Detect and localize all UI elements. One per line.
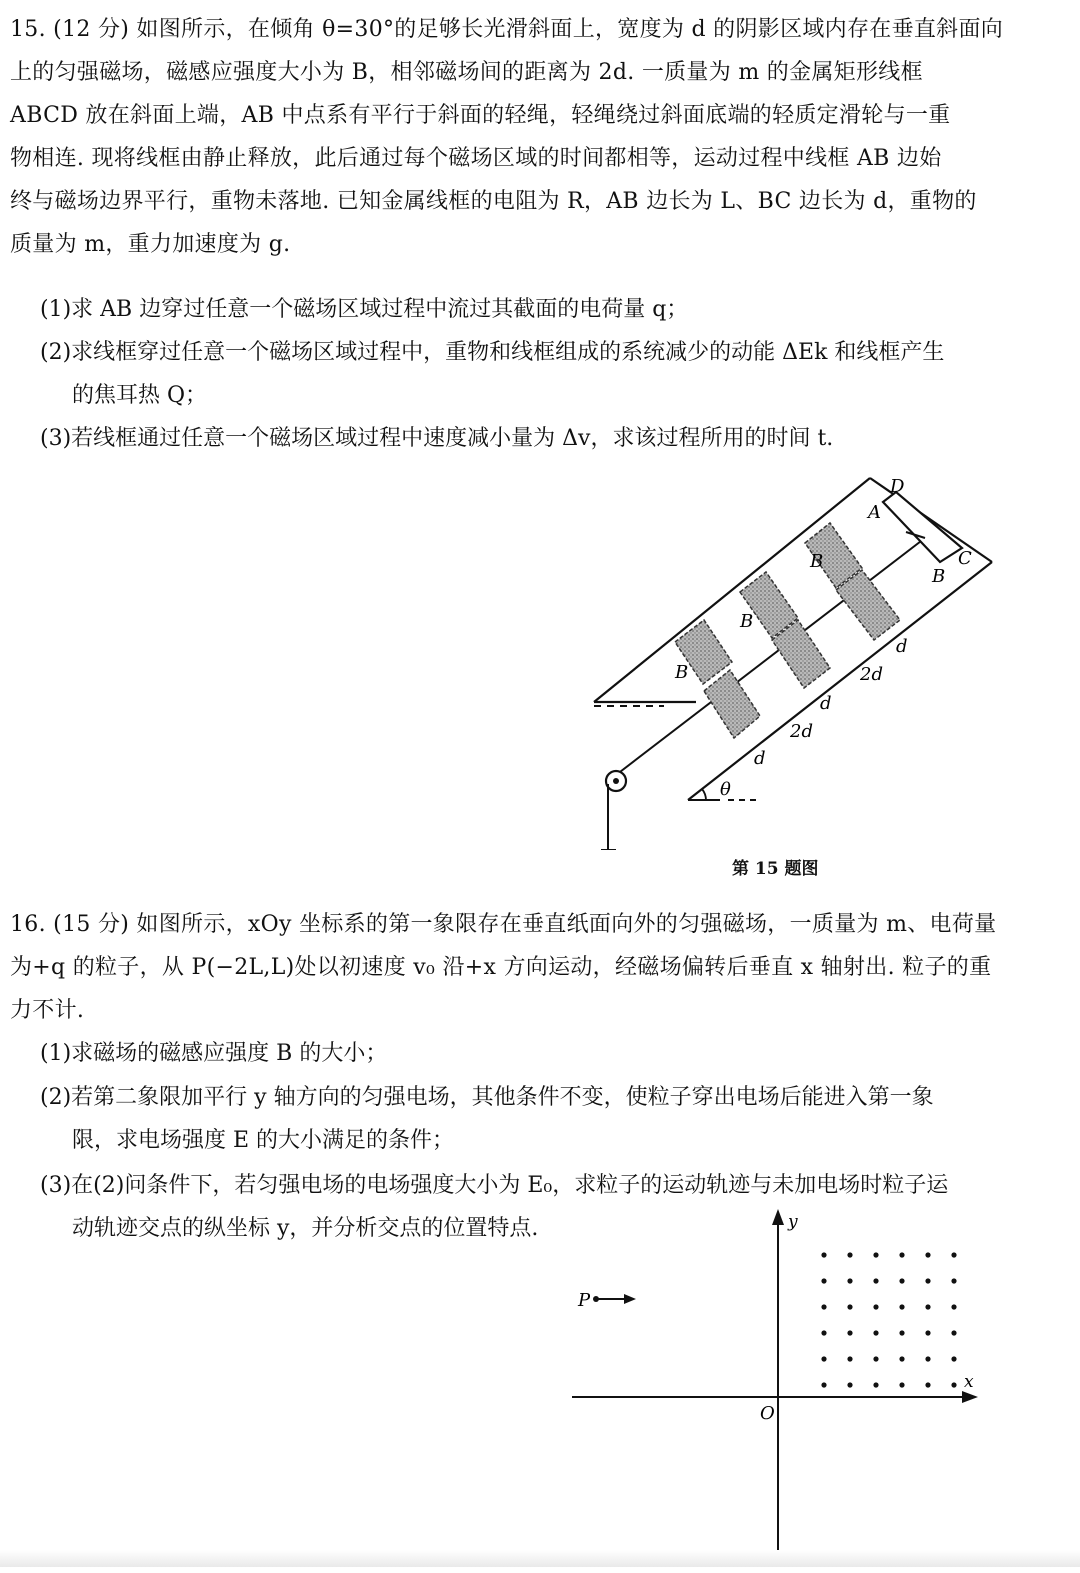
field-dot: [873, 1278, 878, 1283]
width-label-3: d: [896, 636, 908, 657]
q15-subquestion-2: [40, 331, 1030, 417]
field-dots: [821, 1252, 956, 1387]
q15-stem-line-1: 15. (12 分) 如图所示，在倾角 θ=30°的足够长光滑斜面上，宽度为 d 的阴影区域内存在垂直斜面向: [10, 17, 1004, 42]
field-dot: [951, 1278, 956, 1283]
q16-subquestion-2: [40, 1076, 1030, 1162]
field-dot: [821, 1304, 826, 1309]
field-dot: [847, 1356, 852, 1361]
field-dot: [951, 1382, 956, 1387]
label-O: O: [760, 1403, 775, 1424]
field-dot: [821, 1356, 826, 1361]
field-label-3: B: [810, 551, 824, 572]
field-dot: [873, 1304, 878, 1309]
scan-bottom-edge: [0, 1550, 1080, 1567]
q16-subquestion-2-line-1: (2)若第二象限加平行 y 轴方向的匀强电场，其他条件不变，使粒子穿出电场后能进入第一象: [40, 1085, 934, 1110]
gap-label-2: 2d: [860, 664, 883, 685]
q15-figure: [580, 470, 1010, 850]
y-axis-arrow: [772, 1209, 784, 1225]
field-dot: [925, 1330, 930, 1335]
field-dot: [925, 1382, 930, 1387]
field-dot: [899, 1330, 904, 1335]
width-label-1: d: [754, 748, 766, 769]
field-label-1: B: [675, 662, 689, 683]
q15-subquestion-2-line-2: 的焦耳热 Q；: [72, 383, 208, 408]
q16-subquestion-3-line-2: 动轨迹交点的纵坐标 y，并分析交点的位置特点.: [72, 1216, 539, 1241]
q15-stem-line-3: ABCD 放在斜面上端，AB 中点系有平行于斜面的轻绳，轻绳绕过斜面底端的轻质定滑轮与一重: [10, 103, 951, 128]
field-dot: [873, 1382, 878, 1387]
label-A: A: [868, 502, 881, 523]
width-label-2: d: [820, 693, 832, 714]
field-dot: [847, 1278, 852, 1283]
x-axis-arrow: [962, 1391, 978, 1403]
q15-stem-line-5: 终与磁场边界平行，重物未落地. 已知金属线框的电阻为 R，AB 边长为 L、BC 边长为 d，重物的: [10, 189, 977, 214]
q15-stem-line-4: 物相连. 现将线框由静止释放，此后通过每个磁场区域的时间都相等，运动过程中线框 AB 边始: [10, 146, 942, 171]
q15-stem-line-2: 上的匀强磁场，磁感应强度大小为 B，相邻磁场间的距离为 2d. 一质量为 m 的金属矩形线框: [10, 60, 923, 85]
wire-frame-abcd: [883, 492, 962, 562]
field-dot: [899, 1252, 904, 1257]
field-dot: [925, 1252, 930, 1257]
q16-subquestion-3-line-1: (3)在(2)问条件下，若匀强电场的电场强度大小为 E₀，求粒子的运动轨迹与未加电场时粒子运: [40, 1173, 949, 1198]
label-y: y: [788, 1212, 798, 1232]
rope-line: [616, 538, 925, 775]
q16-subquestion-2-line-2: 限，求电场强度 E 的大小满足的条件；: [72, 1128, 455, 1153]
velocity-arrowhead: [624, 1294, 636, 1304]
field-dot: [951, 1304, 956, 1309]
label-C: C: [958, 548, 972, 569]
angle-label: θ: [720, 779, 731, 800]
q15-stem: [10, 8, 1028, 266]
label-x: x: [964, 1372, 974, 1392]
field-dot: [847, 1330, 852, 1335]
field-label-2: B: [740, 611, 754, 632]
field-dot: [821, 1382, 826, 1387]
q15-subquestion-1: (1)求 AB 边穿过任意一个磁场区域过程中流过其截面的电荷量 q；: [40, 297, 689, 322]
q15-subquestion-2-line-1: (2)求线框穿过任意一个磁场区域过程中，重物和线框组成的系统减少的动能 ΔEk 和线框产生: [40, 340, 945, 365]
field-dot: [951, 1330, 956, 1335]
field-dot: [899, 1382, 904, 1387]
field-dot: [925, 1304, 930, 1309]
field-dot: [951, 1252, 956, 1257]
field-dot: [873, 1252, 878, 1257]
field-dot: [873, 1356, 878, 1361]
label-D: D: [890, 476, 905, 497]
q16-stem-line-2: 为+q 的粒子，从 P(−2L,L)处以初速度 v₀ 沿+x 方向运动，经磁场偏转后垂直 x 轴射出. 粒子的重: [10, 955, 992, 980]
pulley-axle: [613, 778, 619, 784]
q15-stem-line-6: 质量为 m，重力加速度为 g.: [10, 232, 291, 257]
field-dot: [873, 1330, 878, 1335]
field-dot: [899, 1278, 904, 1283]
field-region-1b: [704, 670, 760, 738]
q16-figure: [560, 1205, 990, 1550]
field-dot: [821, 1278, 826, 1283]
field-dot: [951, 1356, 956, 1361]
q16-subquestion-1: (1)求磁场的磁感应强度 B 的大小；: [40, 1041, 388, 1066]
field-dot: [899, 1304, 904, 1309]
gap-label-1: 2d: [790, 721, 813, 742]
q16-stem: [10, 903, 1028, 1032]
field-dot: [847, 1252, 852, 1257]
angle-arc: [702, 789, 706, 800]
field-dot: [847, 1382, 852, 1387]
q15-subquestion-3: (3)若线框通过任意一个磁场区域过程中速度减小量为 Δv，求该过程所用的时间 t.: [40, 426, 834, 451]
q16-stem-line-1: 16. (15 分) 如图所示，xOy 坐标系的第一象限存在垂直纸面向外的匀强磁场，一质量为 m、电荷量: [10, 912, 997, 937]
q16-stem-line-3: 力不计.: [10, 998, 85, 1023]
q15-figure-caption: 第 15 题图: [732, 859, 819, 879]
field-dot: [925, 1278, 930, 1283]
field-dot: [821, 1330, 826, 1335]
label-P: P: [578, 1290, 591, 1311]
label-B-corner: B: [932, 566, 946, 587]
field-dot: [899, 1356, 904, 1361]
field-dot: [821, 1252, 826, 1257]
field-dot: [847, 1304, 852, 1309]
field-dot: [925, 1356, 930, 1361]
